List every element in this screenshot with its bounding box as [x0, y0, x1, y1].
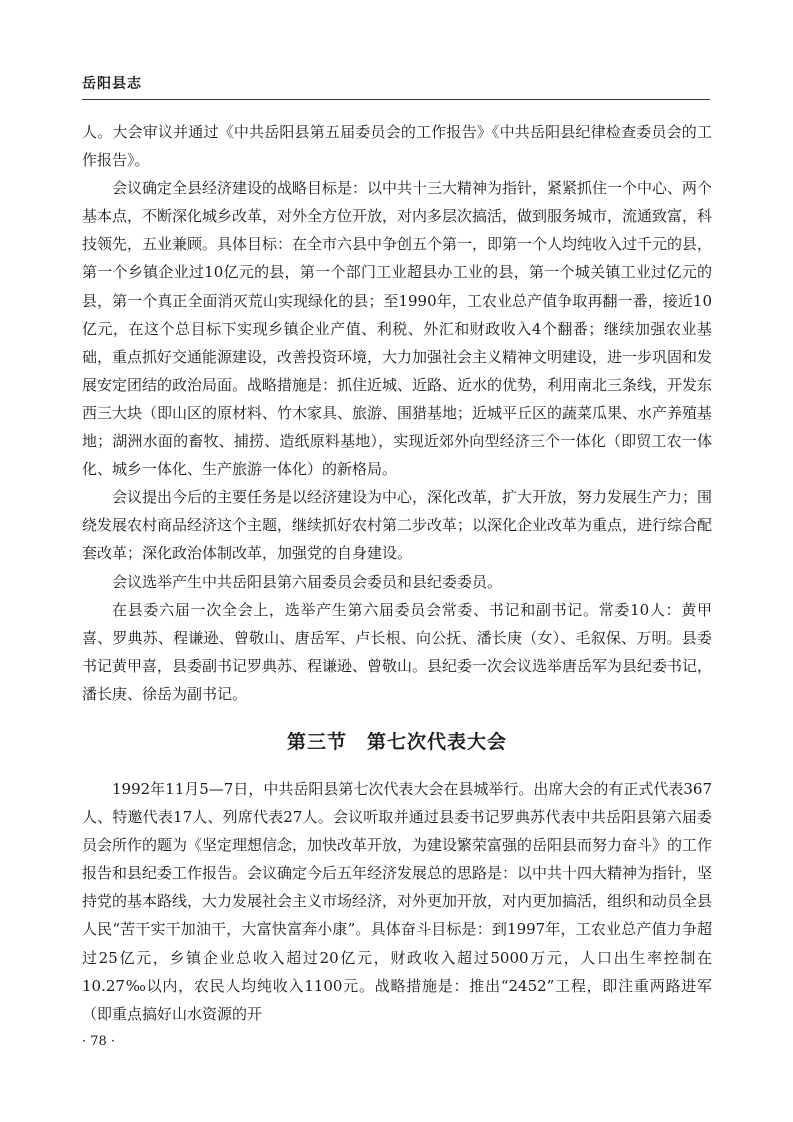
paragraph-main-tasks: 会议提出今后的主要任务是以经济建设为中心，深化改革，扩大开放，努力发展生产力；围绕发展农村商品经济这个主题，继续抓好农村第二步改革；以深化企业改革为重点，进行综合配套改革；深化政治体制改革，加强党的自身建设。	[82, 488, 713, 563]
paragraph-seventh-congress: 1992年11月5—7日，中共岳阳县第七次代表大会在县城举行。出席大会的有正式代表367人、特邀代表17人、列席代表27人。会议听取并通过县委书记罗典苏代表中共岳阳县第六届委员会所作的题为《坚定理想信念，加快改革开放，为建设繁荣富强的岳阳县而努力奋斗》的工作报告和县纪委工作报告。会议确定今后五年经济发展总的思路是：以中共十四大精神为指针，坚持党的基本路线，大力发展社会主义市场经济，对外更加开放，对内更加搞活，组织和动员全县人民“苦干实干加油干，大富快富奔小康”。具体奋斗目标是：到1997年，工农业总产值力争超过25亿元，乡镇企业总收入超过20亿元，财政收入超过5000万元，人口出生率控制在10.27‰以内，农民人均纯收入1100元。战略措施是：推出“2452”工程，即注重两路进军（即重点搞好山水资源的开	[82, 780, 713, 1023]
running-head-book-title: 岳阳县志	[82, 76, 142, 92]
paragraph-election: 会议选举产生中共岳阳县第六届委员会委员和县纪委委员。	[112, 572, 503, 591]
paragraph-strategic-goals: 会议确定全县经济建设的战略目标是：以中共十三大精神为指针，紧紧抓住一个中心、两个基本点，不断深化城乡改革，对外全方位开放，对内多层次搞活，做到服务城市，流通致富，科技领先，五业兼顾。具体目标：在全市六县中争创五个第一，即第一个人均纯收入过千元的县，第一个乡镇企业过10亿元的县，第一个部门工业超县办工业的县，第一个城关镇工业过亿元的县，第一个真正全面消灭荒山实现绿化的县；至1990年，工农业总产值争取再翻一番，接近10亿元，在这个总目标下实现乡镇企业产值、利税、外汇和财政收入4个翻番；继续加强农业基础，重点抓好交通能源建设，改善投资环境，大力加强社会主义精神文明建设，进一步巩固和发展安定团结的政治局面。战略措施是：抓住近城、近路、近水的优势，利用南北三条线，开发东西三大块（即山区的原材料、竹木家具、旅游、围猎基地；近城平丘区的蔬菜瓜果、水产养殖基地；湖洲水面的畜牧、捕捞、造纸原料基地），实现近郊外向型经济三个一体化（即贸工农一体化、城乡一体化、生产旅游一体化）的新格局。	[82, 179, 713, 479]
body-text	[82, 118, 712, 708]
paragraph-standing-committee: 在县委六届一次全会上，选举产生第六届委员会常委、书记和副书记。常委10人：黄甲喜、罗典苏、程谦逊、曾敬山、唐岳军、卢长根、向公抚、潘长庚（女）、毛叙保、万明。县委书记黄甲喜，县委副书记罗典苏、程谦逊、曾敬山。县纪委一次会议选举唐岳军为县纪委书记，潘长庚、徐岳为副书记。	[82, 600, 713, 703]
section-body-text	[82, 775, 712, 1028]
paragraph-continuation: 人。大会审议并通过《中共岳阳县第五届委员会的工作报告》《中共岳阳县纪律检查委员会的工作报告》。	[82, 123, 712, 170]
page-number: · 78 ·	[82, 1034, 116, 1049]
header-rule	[82, 99, 710, 100]
section-heading: 第三节 第七次代表大会	[286, 731, 507, 753]
